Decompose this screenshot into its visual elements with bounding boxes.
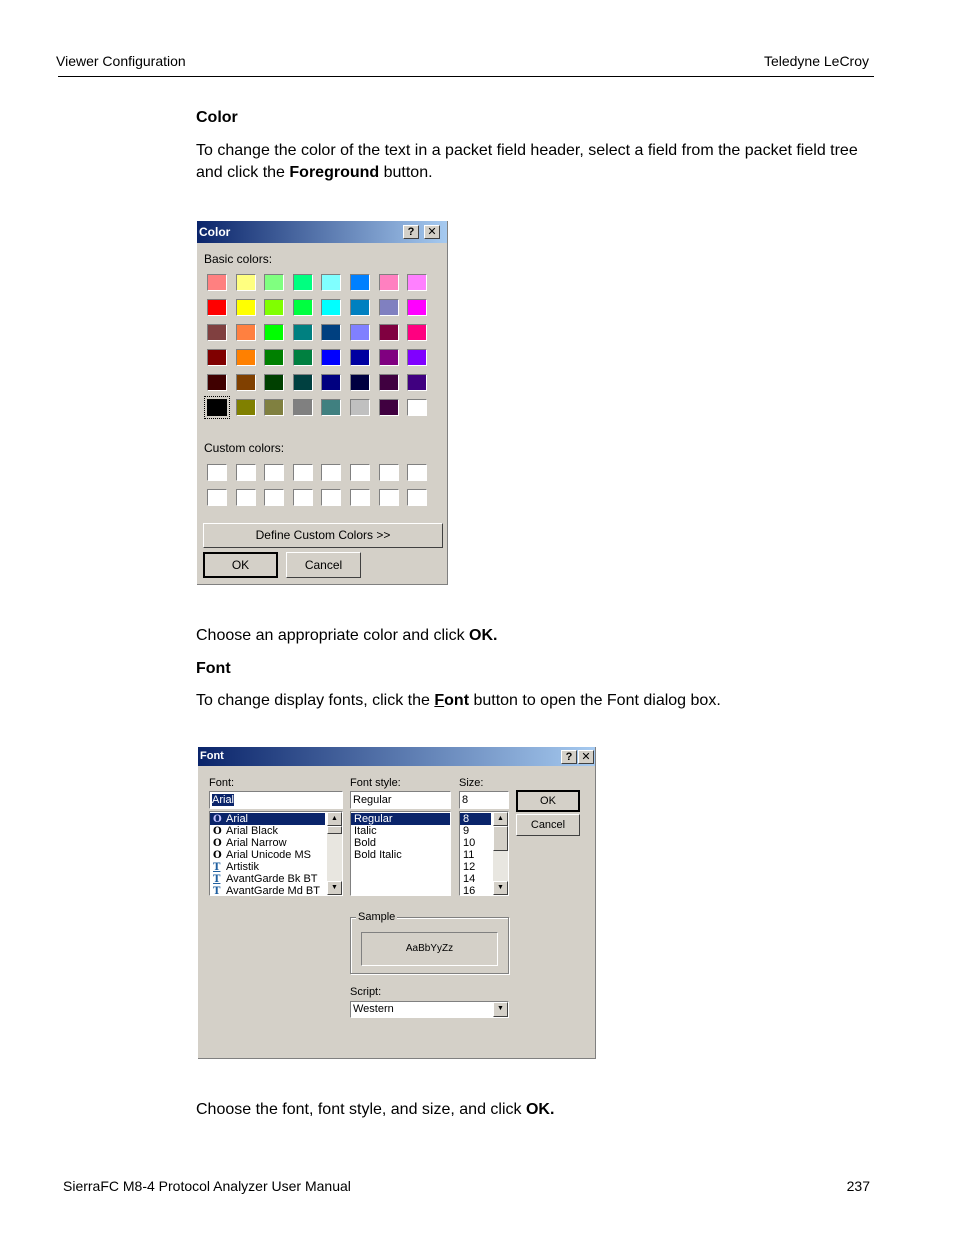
custom-color-swatch[interactable] (293, 464, 313, 481)
custom-colors-label: Custom colors: (204, 441, 285, 455)
color-after-text: Choose an appropriate color and click OK. (196, 627, 498, 644)
sample-text: AaBbYyZz (361, 932, 498, 966)
color-swatch[interactable] (379, 324, 399, 341)
font-style-label: Font style: (350, 777, 401, 789)
color-swatch[interactable] (321, 349, 341, 366)
color-swatch[interactable] (407, 374, 427, 391)
color-swatch[interactable] (321, 324, 341, 341)
close-icon[interactable]: ✕ (578, 750, 594, 764)
sample-label: Sample (358, 911, 396, 923)
page-number: 237 (846, 1178, 870, 1194)
color-swatch[interactable] (379, 374, 399, 391)
custom-color-swatch[interactable] (321, 464, 341, 481)
color-swatch[interactable] (379, 299, 399, 316)
font-name: AvantGarde Md BT (226, 885, 320, 896)
ok-button[interactable]: OK (516, 790, 580, 812)
color-swatch[interactable] (407, 274, 427, 291)
custom-color-swatch[interactable] (379, 464, 399, 481)
font-style-item[interactable]: Bold Italic (354, 849, 402, 861)
help-button[interactable]: ? (561, 750, 577, 764)
font-name: Arial Narrow (226, 837, 287, 849)
custom-color-swatch[interactable] (407, 489, 427, 506)
size-item[interactable]: 12 (463, 861, 476, 873)
opentype-font-icon: O (213, 814, 222, 825)
custom-color-swatch[interactable] (321, 489, 341, 506)
font-list-item[interactable] (210, 885, 325, 896)
scroll-down-icon[interactable]: ▼ (493, 881, 508, 895)
color-swatch[interactable] (207, 349, 227, 366)
color-swatch[interactable] (407, 399, 427, 416)
color-swatch[interactable] (379, 274, 399, 291)
font-intro: To change display fonts, click the Font button to open the Font dialog box. (196, 692, 721, 709)
size-label: Size: (459, 777, 484, 789)
font-dialog-titlebar (198, 747, 595, 766)
color-swatch[interactable] (264, 324, 284, 341)
custom-color-swatch[interactable] (293, 489, 313, 506)
cancel-button[interactable]: Cancel (516, 814, 580, 836)
color-swatch[interactable] (207, 374, 227, 391)
opentype-font-icon: O (213, 826, 222, 837)
color-swatch[interactable] (321, 274, 341, 291)
color-swatch[interactable] (264, 299, 284, 316)
color-swatch[interactable] (407, 349, 427, 366)
font-heading: Font (196, 660, 231, 677)
size-list[interactable] (459, 811, 509, 896)
color-swatch[interactable] (264, 374, 284, 391)
font-after-text: Choose the font, font style, and size, and click OK. (196, 1101, 555, 1118)
color-swatch[interactable] (236, 274, 256, 291)
custom-color-swatch[interactable] (264, 489, 284, 506)
truetype-font-icon: T (213, 862, 221, 873)
color-swatch[interactable] (407, 324, 427, 341)
font-style-item[interactable]: Bold (354, 837, 377, 849)
color-swatch[interactable] (236, 299, 256, 316)
font-style-item[interactable]: Italic (354, 825, 377, 837)
size-item[interactable]: 16 (463, 885, 476, 896)
color-swatch[interactable] (350, 274, 370, 291)
color-swatch[interactable] (350, 374, 370, 391)
font-name: Artistik (226, 861, 259, 873)
script-label: Script: (350, 986, 382, 998)
font-list[interactable] (209, 811, 343, 896)
header-company: Teledyne LeCroy (763, 53, 869, 69)
scroll-thumb[interactable] (493, 826, 508, 851)
color-swatch[interactable] (321, 299, 341, 316)
color-swatch[interactable] (379, 349, 399, 366)
ok-button[interactable]: OK (203, 552, 278, 578)
font-dialog-title: Font (200, 750, 224, 762)
header-title: Viewer Configuration (56, 53, 186, 69)
opentype-font-icon: O (213, 838, 222, 849)
script-select-value: Western (353, 1003, 394, 1015)
cancel-button[interactable]: Cancel (286, 552, 361, 578)
font-label: Font: (209, 777, 235, 789)
color-swatch[interactable] (207, 274, 227, 291)
font-style-item[interactable]: Regular (351, 813, 450, 825)
font-name: Arial (226, 813, 249, 825)
color-swatch[interactable] (293, 399, 313, 416)
custom-color-swatch[interactable] (407, 464, 427, 481)
close-icon[interactable]: ✕ (424, 225, 440, 239)
color-swatch[interactable] (293, 349, 313, 366)
size-list-scrollbar[interactable] (493, 812, 508, 895)
basic-colors-label: Basic colors: (204, 252, 273, 266)
font-name: Arial Black (226, 825, 278, 837)
custom-color-swatch[interactable] (379, 489, 399, 506)
font-name-input[interactable]: Arial (209, 791, 343, 809)
font-list-item[interactable] (210, 861, 325, 873)
font-name: Arial Unicode MS (226, 849, 311, 861)
color-swatch[interactable] (379, 399, 399, 416)
color-swatch[interactable] (207, 399, 227, 416)
color-swatch[interactable] (236, 399, 256, 416)
color-swatch[interactable] (350, 324, 370, 341)
header-rule (58, 76, 874, 77)
scroll-up-icon[interactable]: ▲ (493, 812, 508, 826)
color-dialog-titlebar (197, 221, 447, 243)
color-swatch[interactable] (207, 324, 227, 341)
custom-color-swatch[interactable] (207, 489, 227, 506)
color-swatch[interactable] (350, 299, 370, 316)
chevron-down-icon[interactable]: ▼ (493, 1002, 508, 1017)
custom-color-swatch[interactable] (350, 464, 370, 481)
color-swatch[interactable] (321, 374, 341, 391)
scroll-down-icon[interactable]: ▼ (327, 881, 342, 895)
custom-color-swatch[interactable] (264, 464, 284, 481)
color-swatch[interactable] (236, 374, 256, 391)
size-item[interactable]: 11 (463, 849, 475, 861)
color-heading: Color (196, 109, 238, 126)
color-swatch[interactable] (293, 299, 313, 316)
define-custom-colors-button[interactable]: Define Custom Colors >> (203, 523, 443, 548)
footer-manual-title: SierraFC M8-4 Protocol Analyzer User Manual (63, 1178, 351, 1194)
size-item[interactable]: 10 (463, 837, 476, 849)
custom-color-swatch[interactable] (236, 464, 256, 481)
color-swatch[interactable] (350, 349, 370, 366)
scroll-thumb[interactable] (327, 826, 342, 834)
font-name: AvantGarde Bk BT (226, 873, 318, 885)
color-intro: To change the color of the text in a packet field header, select a field from the packet field tree and click the Foreground button. (196, 142, 858, 181)
custom-color-swatch[interactable] (236, 489, 256, 506)
scroll-up-icon[interactable]: ▲ (327, 812, 342, 826)
color-dialog (197, 221, 448, 585)
font-list-item[interactable] (210, 849, 325, 861)
font-list-item[interactable] (210, 873, 325, 885)
custom-color-swatch[interactable] (350, 489, 370, 506)
size-item[interactable]: 8 (460, 813, 491, 825)
color-swatch[interactable] (264, 349, 284, 366)
size-input[interactable]: 8 (459, 791, 509, 809)
color-swatch[interactable] (293, 374, 313, 391)
color-swatch[interactable] (236, 324, 256, 341)
font-list-item[interactable] (210, 837, 325, 849)
font-list-item[interactable] (210, 813, 325, 825)
custom-color-swatch[interactable] (207, 464, 227, 481)
script-select[interactable] (350, 1001, 509, 1018)
opentype-font-icon: O (213, 850, 222, 861)
color-swatch[interactable] (293, 274, 313, 291)
font-style-list[interactable] (350, 811, 451, 896)
size-item[interactable]: 9 (463, 825, 470, 837)
color-swatch[interactable] (264, 274, 284, 291)
color-swatch[interactable] (321, 399, 341, 416)
font-style-input[interactable]: Regular (350, 791, 451, 809)
color-swatch[interactable] (293, 324, 313, 341)
color-swatch[interactable] (236, 349, 256, 366)
color-dialog-title: Color (199, 225, 231, 239)
font-list-item[interactable] (210, 825, 325, 837)
truetype-font-icon: T (213, 874, 221, 885)
size-item[interactable]: 14 (463, 873, 476, 885)
color-swatch[interactable] (264, 399, 284, 416)
color-swatch[interactable] (350, 399, 370, 416)
font-dialog (198, 747, 596, 1059)
color-swatch[interactable] (207, 299, 227, 316)
color-swatch[interactable] (407, 299, 427, 316)
font-list-scrollbar[interactable] (327, 812, 342, 895)
help-button[interactable]: ? (403, 225, 419, 239)
truetype-font-icon: T (213, 886, 221, 896)
